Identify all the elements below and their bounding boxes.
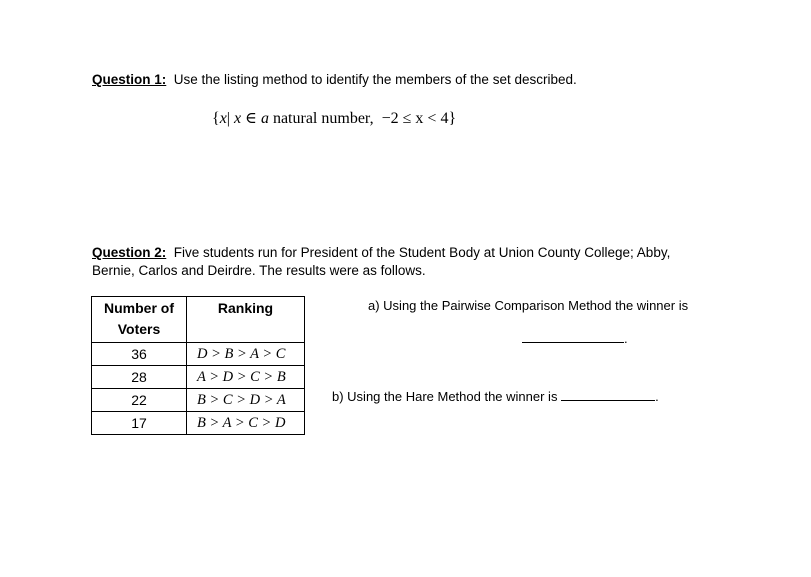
voters-cell: 36 xyxy=(92,343,187,366)
set-close-brace: } xyxy=(448,110,457,127)
ranking-cell: B > C > D > A xyxy=(187,389,305,412)
set-article: a xyxy=(260,110,269,127)
set-bar: | xyxy=(226,110,230,127)
part-b xyxy=(332,388,659,404)
table-row xyxy=(92,412,305,435)
set-variable-2: x xyxy=(234,110,242,127)
preference-table xyxy=(91,296,305,435)
part-b-prompt: b) Using the Hare Method the winner is xyxy=(332,389,558,404)
question-2-text: Five students run for President of the Student Body at Union County College; Abby, Bernie, Carlos and Deirdre. The results were as follows. xyxy=(92,245,671,278)
part-a-period: . xyxy=(624,331,628,346)
part-b-period: . xyxy=(655,389,659,404)
part-a-answer xyxy=(522,330,628,346)
part-a-prompt: a) Using the Pairwise Comparison Method the winner is xyxy=(368,298,689,313)
table-row xyxy=(92,343,305,366)
set-element-of: ∈ xyxy=(245,110,257,127)
set-condition: −2 ≤ x < 4 xyxy=(381,110,449,127)
part-b-answer-blank[interactable] xyxy=(561,388,655,401)
question-1 xyxy=(92,72,577,87)
header-ranking: Ranking xyxy=(187,297,305,343)
header-number-of-voters: Number of Voters xyxy=(92,297,187,343)
set-open-brace: { xyxy=(212,110,220,127)
voters-cell: 28 xyxy=(92,366,187,389)
ranking-cell: B > A > C > D xyxy=(187,412,305,435)
ranking-cell: A > D > C > B xyxy=(187,366,305,389)
question-2-label: Question 2: xyxy=(92,245,167,260)
table-header-row xyxy=(92,297,305,343)
voters-cell: 17 xyxy=(92,412,187,435)
set-builder-expression xyxy=(212,108,456,128)
question-1-text: Use the listing method to identify the members of the set described. xyxy=(173,72,577,87)
set-variable: x xyxy=(219,110,227,127)
table-row xyxy=(92,366,305,389)
set-description: natural number, xyxy=(272,110,374,127)
table-row xyxy=(92,389,305,412)
part-a-answer-blank[interactable] xyxy=(522,330,624,343)
question-2 xyxy=(92,244,712,280)
ranking-cell: D > B > A > C xyxy=(187,343,305,366)
voters-cell: 22 xyxy=(92,389,187,412)
question-1-label: Question 1: xyxy=(92,72,167,87)
